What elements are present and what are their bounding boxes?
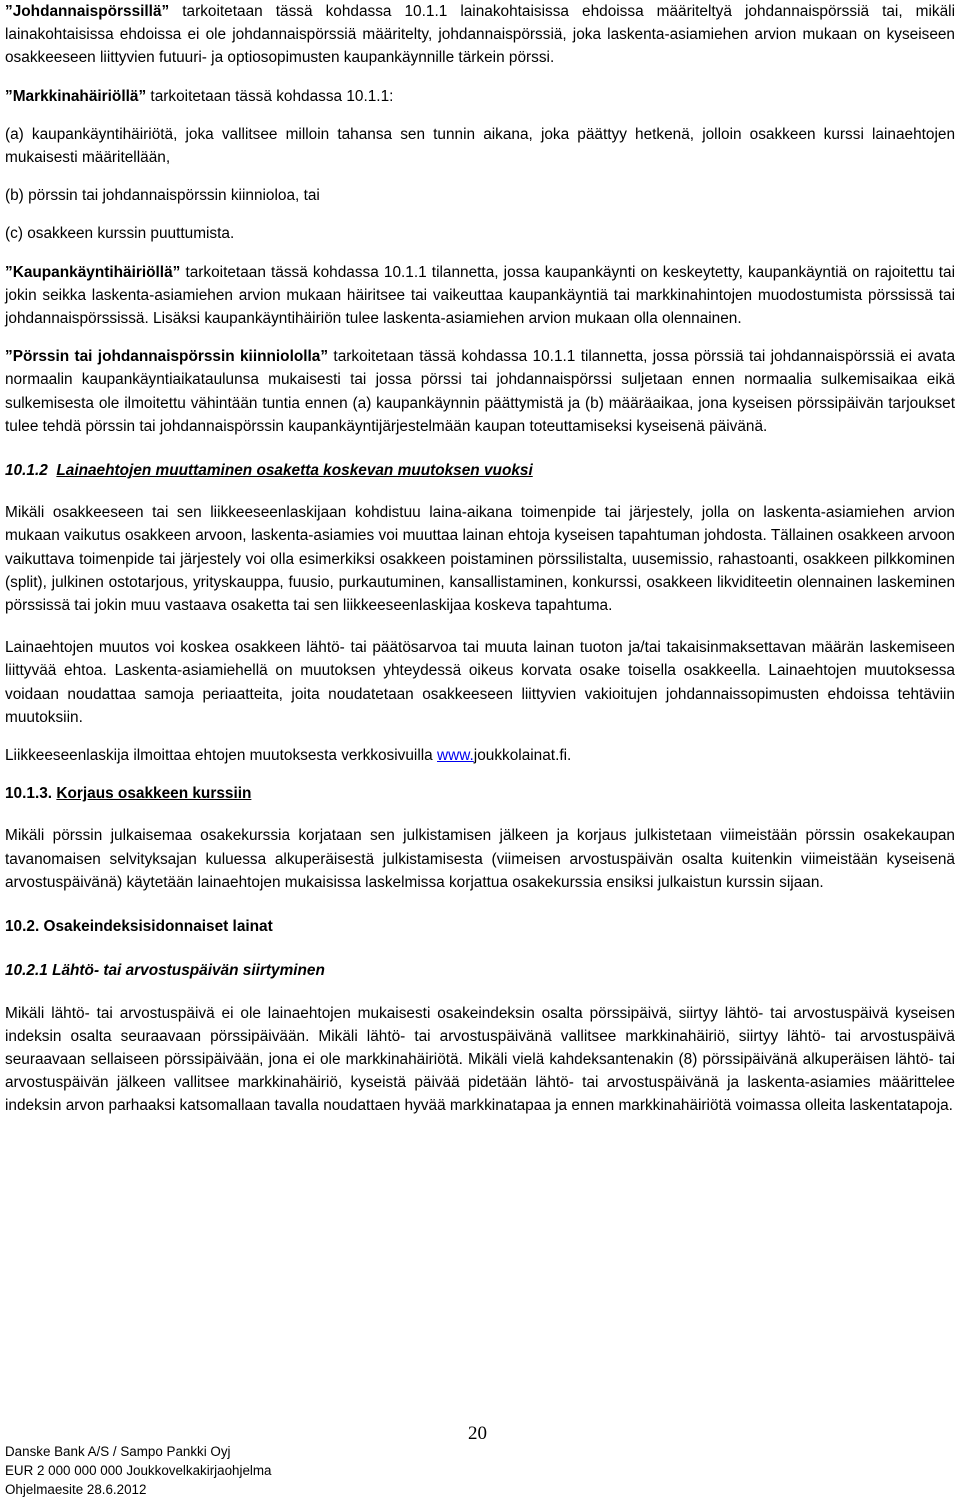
list-item-c: (c) osakkeen kurssin puuttumista. <box>5 225 235 243</box>
def-term: Markkinahäiriöllä <box>12 87 139 105</box>
website-link[interactable]: www. <box>437 747 474 765</box>
section-number: 10.1.3. <box>5 785 53 803</box>
paragraph: Lainaehtojen muutos voi koskea osakkeen lähtö- tai päätösarvoa tai muuta lainan tuoton ja/tai takaisinmaksettavan määrän laskemiseen liittyvää ehtoa. Laskenta-asiamiehellä on muutoksen yhteydessä oikeus korvata osake toisella osakkeella. Lainaehtojen muutoksessa voidaan noudattaa samoja periaatteita, joita noudatetaan osakkeeseen liittyvien vakioitujen johdannaissopimusten ehdoissa tehtäviin muutoksiin. <box>5 639 955 726</box>
list-item-a: (a) kaupankäyntihäiriötä, joka vallitsee milloin tahansa sen tunnin aikana, joka päättyy hetkenä, jolloin osakkeen kurssi lainaehtojen mukaisesti määritellään, <box>5 125 955 167</box>
def-term: Pörssin tai johdannaispörssin kiinniololla <box>12 348 321 366</box>
footer-line: Danske Bank A/S / Sampo Pankki Oyj <box>5 1444 231 1459</box>
section-heading-10-1-2 <box>5 459 955 482</box>
section-heading-10-2-1: 10.2.1 Lähtö- tai arvostuspäivän siirtyminen <box>5 962 325 980</box>
page-footer <box>5 1423 955 1503</box>
def-term: Kaupankäyntihäiriöllä <box>12 263 173 281</box>
list-item-b: (b) pörssin tai johdannaispörssin kiinnioloa, tai <box>5 187 320 205</box>
def-markkinahairio: ”Markkinahäiriöllä” tarkoitetaan tässä kohdassa 10.1.1: <box>5 87 394 105</box>
footer-lines <box>5 1442 271 1499</box>
paragraph: Mikäli lähtö- tai arvostuspäivä ei ole lainaehtojen mukaisesti osakeindeksin osalta pörssipäivä, siirtyy lähtö- tai arvostuspäivä kyseisen indeksin osalta seuraavaan pörssipäivään. Mikäli lähtö- tai arvostuspäivänä vallitsee markkinahäiriö, siirtyy lähtö- tai arvostuspäivä seuraavaan sellaiseen pörssipäivään, jona ei ole markkinahäiriötä. Mikäli vielä kahdeksantenakin (8) pörssipäivänä alkuperäisen lähtö- tai arvostuspäivän jälkeen vallitsee markkinahäiriö, kyseistä päivää pidetään lähtö- tai arvostuspäivänä ja laskenta-asiamies määrittelee indeksin arvon parhaaksi katsomallaan tavalla noudattaen hyvää markkinatapaa ja ennen markkinahäiriötä voimassa olleita laskentatapoja. <box>5 1004 955 1115</box>
footer-line: EUR 2 000 000 000 Joukkovelkakirjaohjelma <box>5 1463 272 1478</box>
section-title: Korjaus osakkeen kurssiin <box>56 785 252 803</box>
section-number: 10.1.2 <box>5 462 48 480</box>
def-text: tarkoitetaan tässä kohdassa 10.1.1: <box>146 87 394 105</box>
def-text: tarkoitetaan tässä kohdassa 10.1.1 lainakohtaisissa ehdoissa määriteltyä johdannaispörssiä tai, mikäli lainakohtaisissa ehdoissa ei ole johdannaispörssiä määritelty, johdannaispörssiä, joka laskenta-asiamiehen arvion mukaan on kyseiseen osakkeeseen liittyvien futuuri- ja optiosopimusten kaupankäynnille tärkein pörssi. <box>5 3 955 67</box>
paragraph-text: Liikkeeseenlaskija ilmoittaa ehtojen muutoksesta verkkosivuilla <box>5 747 438 765</box>
def-text: tarkoitetaan tässä kohdassa 10.1.1 tilannetta, jossa pörssiä tai johdannaispörssiä ei avata normaalin kaupankäyntiaikataulunsa mukaisesti tai jossa pörssi tai johdannaispörssi suljetaan ennen normaalia sulkemisaikaa eikä sulkemisesta ole ilmoitettu vähintään tuntia ennen (a) kaupankäynnin päättymistä ja (b) määräaikaa, jona kyseisen pörssipäivän tarjoukset tulee tehdä pörssin tai johdannaispörssin kaupankäyntijärjestelmään kaupan toteuttamiseksi kyseisenä päivänä. <box>5 348 956 435</box>
def-term: Johdannaispörssillä <box>12 3 162 20</box>
def-johdannaisporssi: ”Johdannaispörssillä” tarkoitetaan tässä kohdassa 10.1.1 lainakohtaisissa ehdoissa määriteltyä johdannaispörssiä tai, mikäli lainakohtaisissa ehdoissa ei ole johdannaispörssiä määritelty, johdannaispörssiä, joka laskenta-asiamiehen arvion mukaan on kyseiseen osakkeeseen liittyvien futuuri- ja optiosopimusten kaupankäynnille tärkein pörssi. <box>5 3 955 67</box>
paragraph: Mikäli pörssin julkaisemaa osakekurssia korjataan sen julkistamisen jälkeen ja korjaus julkistetaan viimeistään pörssin osakekaupan tavanomaisen selvityksajan kuluessa alkuperäisestä julkistamisesta (viimeisen arvostuspäivän osalta kuitenkin viimeistään kyseisenä arvostuspäivänä) käytetään lainaehtojen mukaisissa laskelmissa korjattua osakekurssia ensiksi julkaistun kurssin sijaan. <box>5 827 955 891</box>
paragraph-text: joukkolainat.fi. <box>473 747 572 765</box>
section-title: Lainaehtojen muuttaminen osaketta koskevan muutoksen vuoksi <box>56 462 533 480</box>
def-kaupankayntihairio: ”Kaupankäyntihäiriöllä” tarkoitetaan tässä kohdassa 10.1.1 tilannetta, jossa kaupankäynti on keskeytetty, kaupankäyntiä on rajoitettu tai jokin seikka laskenta-asiamiehen arvion mukaan häiritsee tai vaikeuttaa kaupankäyntiä tai markkinahintojen muodostumista pörssissä tai johdannaispörssissä. Lisäksi kaupankäyntihäiriön tulee laskenta-asiamiehen arvion mukaan olla olennainen. <box>5 263 955 328</box>
document-page <box>5 0 955 1118</box>
section-heading-10-1-3 <box>5 782 955 805</box>
footer-line: Ohjelmaesite 28.6.2012 <box>5 1482 147 1497</box>
paragraph <box>5 744 955 767</box>
def-porssin-kiinniolo: ”Pörssin tai johdannaispörssin kiinniololla” tarkoitetaan tässä kohdassa 10.1.1 tilannetta, jossa pörssiä tai johdannaispörssiä ei avata normaalin kaupankäyntiaikataulunsa mukaisesti tai jossa pörssi tai johdannaispörssi suljetaan ennen normaalia sulkemisaikaa eikä sulkemisesta ole ilmoitettu vähintään tuntia ennen (a) kaupankäynnin päättymistä ja (b) määräaikaa, jona kyseisen pörssipäivän tarjoukset tulee tehdä pörssin tai johdannaispörssin kaupankäyntijärjestelmään kaupan toteuttamiseksi kyseisenä päivänä. <box>5 348 956 435</box>
section-heading-10-2: 10.2. Osakeindeksisidonnaiset lainat <box>5 918 273 936</box>
page-number: 20 <box>468 1423 487 1444</box>
paragraph: Mikäli osakkeeseen tai sen liikkeeseenlaskijaan kohdistuu laina-aikana toimenpide tai järjestely, jolla on laskenta-asiamiehen arvion mukaan vaikutus osakkeen arvoon, laskenta-asiamies voi muuttaa lainan ehtoja kyseisen tapahtuman johdosta. Tällainen osakkeen arvoon vaikuttava toimenpide tai järjestely voi olla esimerkiksi osakkeen poistaminen pörssilistalta, uusemissio, rahastoanti, osakkeen pilkkominen (split), julkinen ostotarjous, yrityskauppa, fuusio, purkautuminen, kansallistaminen, konkurssi, osakkeen likviditeetin olennainen laskeminen pörssissä tai jokin muu vastaava osaketta tai sen liikkeeseenlaskijaa koskeva tapahtuma. <box>5 504 955 615</box>
def-text: tarkoitetaan tässä kohdassa 10.1.1 tilannetta, jossa kaupankäynti on keskeytetty, kaupankäyntiä on rajoitettu tai jokin seikka laskenta-asiamiehen arvion mukaan häiritsee tai vaikeuttaa kaupankäyntiä tai markkinahintojen muodostumista pörssissä tai johdannaispörssissä. Lisäksi kaupankäyntihäiriön tulee laskenta-asiamiehen arvion mukaan olla olennainen. <box>5 263 955 328</box>
